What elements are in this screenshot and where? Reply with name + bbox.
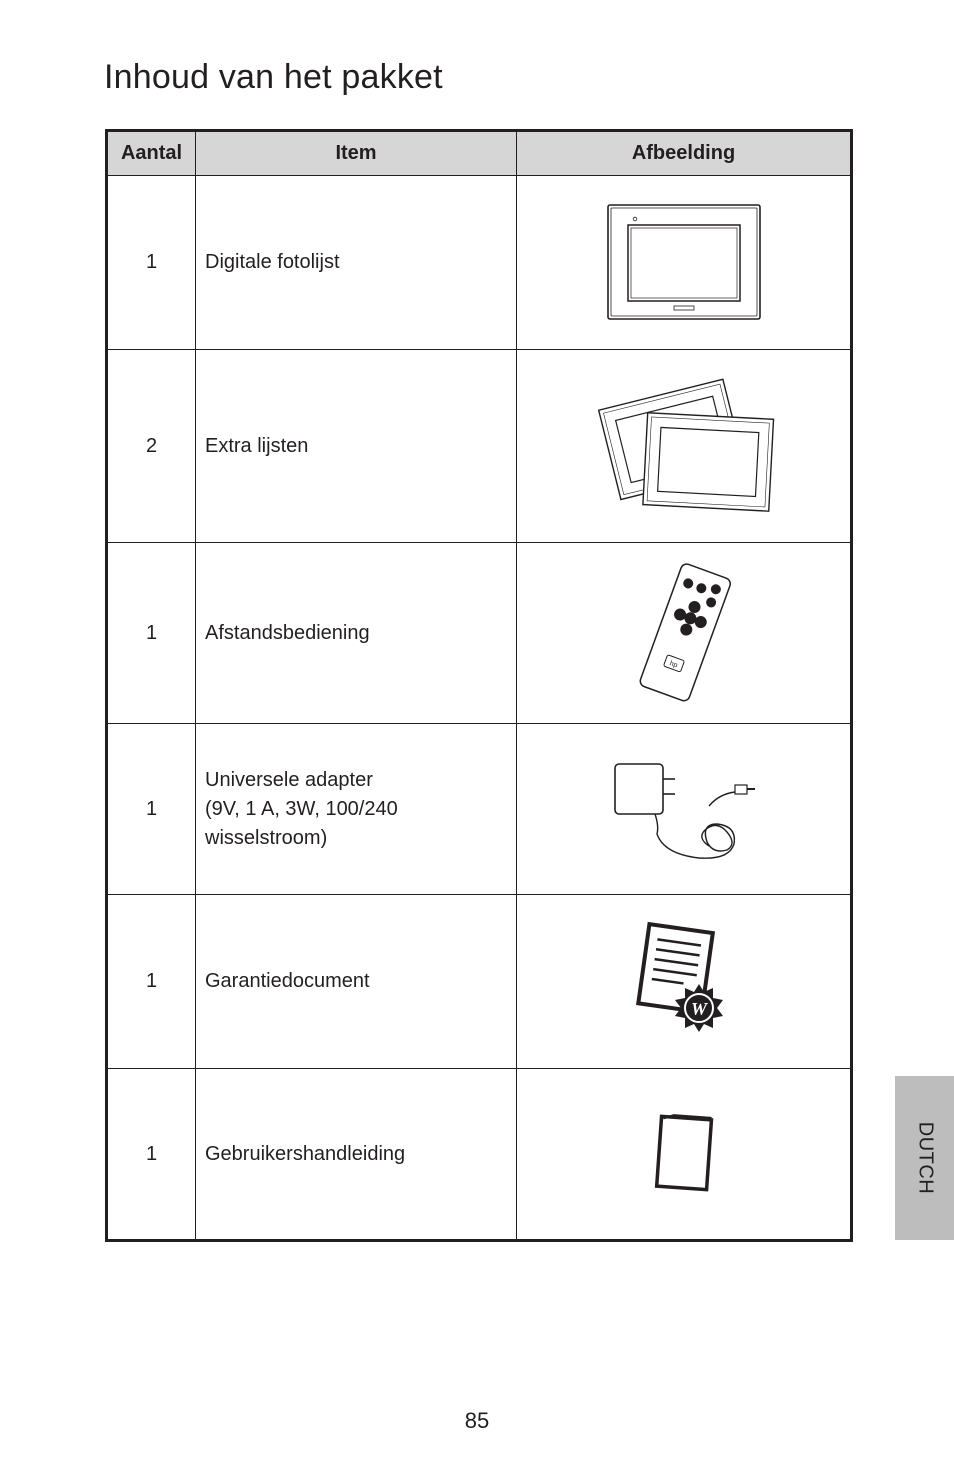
row-image — [517, 1069, 852, 1241]
row-qty: 1 — [107, 543, 196, 724]
row-qty: 1 — [107, 176, 196, 350]
language-tab — [895, 1076, 954, 1240]
row-qty: 1 — [107, 1069, 196, 1241]
table-row — [107, 543, 852, 724]
item-line: (9V, 1 A, 3W, 100/240 — [205, 797, 398, 820]
user-manual-icon — [649, 1112, 719, 1196]
row-item: Extra lijsten — [196, 350, 517, 543]
table-row — [107, 1069, 852, 1241]
language-label: DUTCH — [914, 1121, 936, 1195]
header-image: Afbeelding — [517, 131, 852, 176]
header-qty: Aantal — [107, 131, 196, 176]
row-qty: 1 — [107, 724, 196, 895]
page-title: Inhoud van het pakket — [104, 58, 443, 96]
row-image — [517, 895, 852, 1069]
row-qty: 2 — [107, 350, 196, 543]
photo-frame-icon — [604, 201, 764, 325]
table-row — [107, 350, 852, 543]
row-qty: 1 — [107, 895, 196, 1069]
row-item: Digitale fotolijst — [196, 176, 517, 350]
table-row — [107, 895, 852, 1069]
table-row — [107, 176, 852, 350]
row-image — [517, 350, 852, 543]
power-adapter-icon — [609, 754, 759, 864]
row-item: Gebruikershandleiding — [196, 1069, 517, 1241]
package-contents-table — [105, 129, 853, 1242]
warranty-document-icon — [629, 922, 739, 1042]
remote-logo: hp — [668, 660, 678, 670]
row-image — [517, 543, 852, 724]
item-line: Universele adapter — [205, 768, 373, 791]
page-number: 85 — [464, 1408, 490, 1433]
warranty-badge: W — [690, 998, 707, 1019]
header-item: Item — [196, 131, 517, 176]
remote-control-icon — [624, 563, 744, 703]
row-image — [517, 176, 852, 350]
row-item — [196, 724, 517, 895]
table-row — [107, 724, 852, 895]
table-header-row — [107, 131, 852, 176]
extra-frames-icon — [589, 366, 779, 526]
item-line: wisselstroom) — [205, 826, 328, 849]
row-item: Afstandsbediening — [196, 543, 517, 724]
row-item: Garantiedocument — [196, 895, 517, 1069]
row-image — [517, 724, 852, 895]
